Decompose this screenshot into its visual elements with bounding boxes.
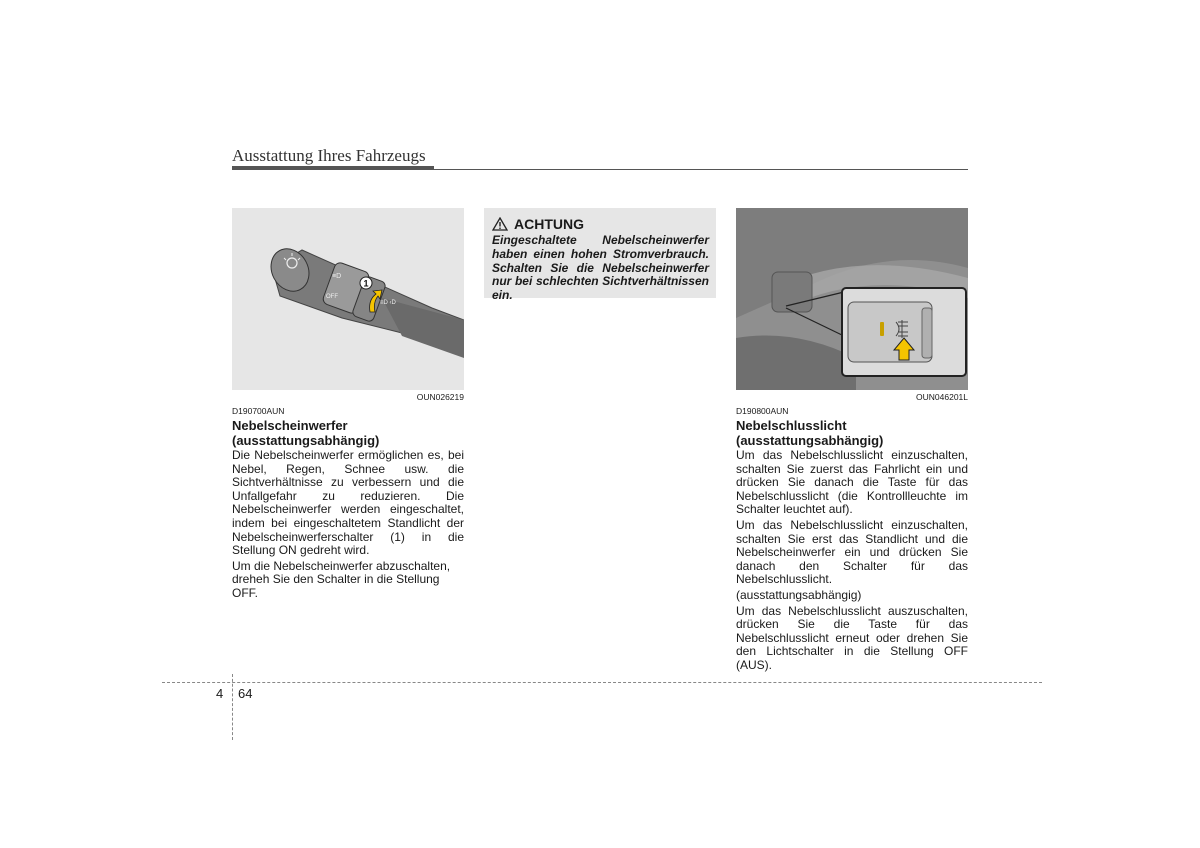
paragraph: Um das Nebelschlusslicht auszuschalten, drücken Sie die Taste für das Nebelschlusslicht erneut oder drehen Sie den Lichtschalter in die Stellung OFF (AUS). — [736, 603, 968, 672]
warning-column — [484, 208, 716, 303]
fog-light-column — [232, 208, 464, 603]
header-rule-thin — [434, 169, 968, 170]
svg-text:≡D ‹D: ≡D ‹D — [380, 300, 396, 306]
paragraph: (ausstattungsabhängig) — [736, 587, 862, 602]
warning-heading — [492, 216, 709, 232]
callout-1: 1 — [363, 278, 369, 289]
warning-body: Eingeschaltete Nebelscheinwerfer haben einen hohen Stromverbrauch. Schalten Sie die Nebelscheinwerfer nur bei schlechten Sichtverhältnissen ein. — [492, 233, 709, 303]
figure-code: OUN026219 — [416, 392, 464, 402]
warning-heading-text: ACHTUNG — [514, 216, 584, 232]
section-title-line2: (ausstattungsabhängig) — [736, 433, 884, 448]
dashboard-button-illustration — [736, 208, 968, 390]
section-title-line1: Nebelschlusslicht — [736, 418, 847, 433]
off-label: OFF — [326, 294, 338, 300]
rear-fog-light-column — [736, 208, 968, 675]
warning-box — [484, 208, 716, 303]
section-title — [736, 418, 968, 448]
chapter-number: 4 — [216, 686, 224, 701]
running-header: Ausstattung Ihres Fahrzeugs — [232, 146, 426, 165]
section-title — [232, 418, 464, 448]
indicator-lamp — [880, 322, 884, 336]
footer-divider — [232, 674, 233, 740]
dashboard-figure — [736, 208, 968, 390]
section-code: D190700AUN — [232, 406, 285, 416]
section-title-line1: Nebelscheinwerfer — [232, 418, 348, 433]
combination-switch-illustration — [232, 208, 464, 390]
figure-code: OUN046201L — [916, 392, 968, 402]
header-rule-thick — [232, 166, 434, 170]
section-code: D190800AUN — [736, 406, 789, 416]
page-number: 64 — [238, 686, 253, 701]
paragraph: Um die Nebelscheinwerfer abzuschalten, dreheh Sie den Schalter in die Stellung OFF. — [232, 558, 451, 600]
section-title-line2: (ausstattungsabhängig) — [232, 433, 380, 448]
paragraph: Um das Nebelschlusslicht einzuschalten, schalten Sie zuerst das Fahrlicht ein und drücken Sie danach die Taste für das Nebelschlusslicht (die Kontrollleuchte im Schalter leuchtet auf). — [736, 448, 968, 517]
svg-text:≡D: ≡D — [332, 273, 342, 280]
footer-rule — [162, 682, 1042, 683]
paragraph: Die Nebelscheinwerfer ermöglichen es, bei Nebel, Regen, Schnee usw. die Sichtverhältnisse zu verbessern und die Unfallgefahr zu reduzieren. Die Nebelscheinwerfer werden eingeschaltet, indem bei eingeschaltetem Standlicht der Nebelscheinwerferschalter (1) in die Stellung ON gedreht wird. — [232, 448, 464, 558]
warning-triangle-icon — [492, 217, 508, 231]
stalk-switch-figure — [232, 208, 464, 390]
paragraph: Um das Nebelschlusslicht einzuschalten, schalten Sie erst das Standlicht und die Nebelscheinwerfer ein und drücken Sie danach den Schalter für das Nebelschlusslicht. — [736, 517, 968, 587]
